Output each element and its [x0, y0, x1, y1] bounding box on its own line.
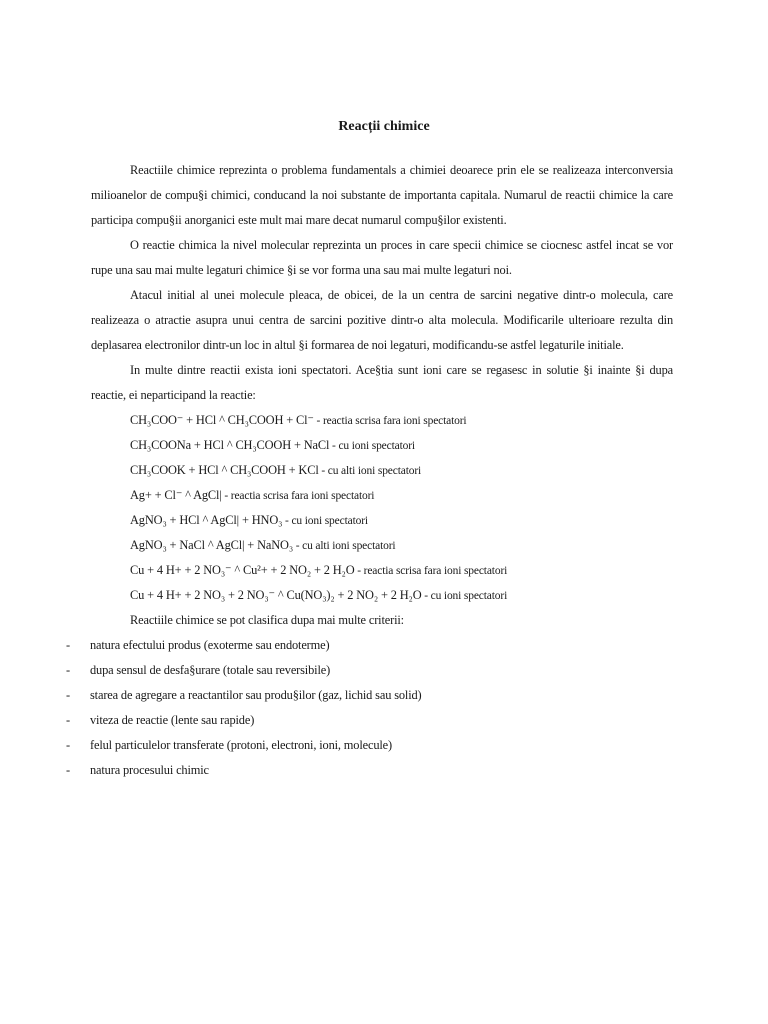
reaction-note: - cu alti ioni spectatori	[293, 540, 396, 552]
list-item-text: starea de agregare a reactantilor sau produ§ilor (gaz, lichid sau solid)	[90, 688, 422, 702]
reaction-line	[130, 408, 690, 434]
reaction-line	[130, 558, 690, 584]
reaction-note: - reactia scrisa fara ioni spectatori	[221, 490, 375, 502]
bullet-dash: -	[66, 688, 70, 702]
paragraph-spectator-ions: In multe dintre reactii exista ioni spectatori. Ace§tia sunt ioni care se regasesc in solutie §i inainte §i dupa reactie, ei neparticipand la reactie:	[91, 363, 673, 402]
paragraph-intro: Reactiile chimice reprezinta o problema fundamentals a chimiei deoarece prin ele se realizeaza interconversia milioanelor de compu§i chimici, conducand la noi substante de importanta capitala. Numarul de reactii chimice la care participa compu§ii anorganici este mult mai mare decat numarul compu§ilor existenti.	[91, 163, 673, 227]
reaction-note: - cu alti ioni spectatori	[318, 465, 422, 477]
reaction-note: - reactia scrisa fara ioni spectatori	[354, 565, 508, 577]
list-item-text: dupa sensul de desfa§urare (totale sau reversibile)	[90, 663, 331, 677]
reaction-line	[130, 483, 690, 509]
reaction-note: - reactia scrisa fara ioni spectatori	[313, 415, 467, 427]
reaction-line	[130, 458, 690, 484]
bullet-dash: -	[66, 738, 70, 752]
reaction-line	[130, 533, 690, 559]
paragraph-molecular-level: O reactie chimica la nivel molecular reprezinta un proces in care specii chimice se ciocnesc astfel incat se vor rupe una sau mai multe legaturi chimice §i se vor forma una sau mai multe legaturi noi.	[91, 238, 673, 277]
reaction-equation: AgNO₃ + HCl ^ AgCl| + HNO₃	[130, 513, 283, 527]
reaction-note: - cu ioni spectatori	[329, 440, 415, 452]
reaction-line	[130, 433, 690, 459]
bullet-dash: -	[66, 763, 70, 777]
document-title: Reacții chimice	[338, 119, 430, 134]
bullet-dash: -	[66, 638, 70, 652]
reaction-equation: AgNO₃ + NaCl ^ AgCl| + NaNO₃	[130, 538, 294, 552]
reaction-equation: CH₃COO⁻ + HCl ^ CH₃COOH + Cl⁻	[130, 413, 314, 427]
reaction-equation: Cu + 4 H+ + 2 NO₃⁻ ^ Cu²+ + 2 NO₂ + 2 H₂O	[130, 563, 355, 577]
list-item-text: viteza de reactie (lente sau rapide)	[90, 713, 255, 727]
paragraph-initial-attack: Atacul initial al unei molecule pleaca, de obicei, de la un centra de sarcini negative dintr-o molecula, care realizeaza o atractie asupra unui centra de sarcini pozitive dintr-o alta molecula. Modificarile ulterioare rezulta din deplasarea electronilor dintr-un loc in altul §i formarea de noi legaturi, modificandu-se astfel legaturile initiale.	[91, 288, 673, 352]
reaction-line	[130, 583, 690, 609]
reaction-note: - cu ioni spectatori	[421, 590, 508, 602]
reaction-note: - cu ioni spectatori	[282, 515, 368, 527]
reaction-equation: Ag+ + Cl⁻ ^ AgCl|	[130, 488, 222, 502]
list-item-text: felul particulelor transferate (protoni, electroni, ioni, molecule)	[90, 738, 392, 752]
reaction-equation: Cu + 4 H+ + 2 NO₃ + 2 NO₃⁻ ^ Cu(NO₃)₂ + 2 NO₂ + 2 H₂O	[130, 588, 422, 602]
bullet-dash: -	[66, 713, 70, 727]
reaction-line	[130, 508, 690, 534]
criteria-intro: Reactiile chimice se pot clasifica dupa mai multe criterii:	[130, 613, 404, 627]
bullet-dash: -	[66, 663, 70, 677]
list-item-text: natura procesului chimic	[90, 763, 209, 777]
reaction-equation: CH₃COONa + HCl ^ CH₃COOH + NaCl	[130, 438, 330, 452]
reaction-equation: CH₃COOK + HCl ^ CH₃COOH + KCl	[130, 463, 319, 477]
list-item-text: natura efectului produs (exoterme sau endoterme)	[90, 638, 330, 652]
